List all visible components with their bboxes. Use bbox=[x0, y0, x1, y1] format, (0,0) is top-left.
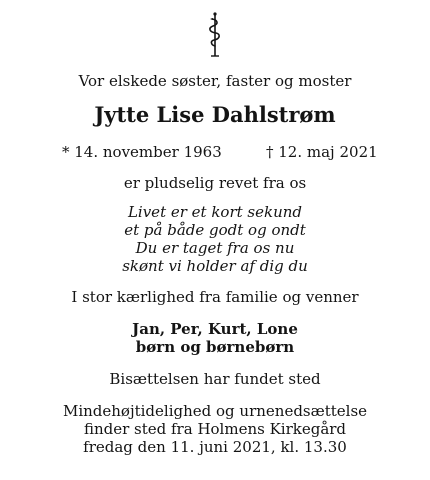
love-text: I stor kærlighed fra familie og venner bbox=[71, 288, 359, 306]
staff-of-asclepius-icon bbox=[204, 10, 226, 58]
family-names: Jan, Per, Kurt, Lone bbox=[132, 320, 298, 338]
passed-text: er pludselig revet fra os bbox=[123, 174, 307, 192]
birth-date: * 14. november 1963 bbox=[62, 143, 222, 161]
memorial-line: finder sted fra Holmens Kirkegård bbox=[83, 420, 347, 438]
funeral-text: Bisættelsen har fundet sted bbox=[109, 370, 321, 388]
intro-text: Vor elskede søster, faster og moster bbox=[78, 72, 352, 90]
deceased-name: Jytte Lise Dahlstrøm bbox=[94, 102, 336, 127]
poem-line: et på både godt og ondt bbox=[124, 221, 306, 239]
death-date: † 12. maj 2021 bbox=[266, 143, 378, 161]
poem-line: Du er taget fra os nu bbox=[135, 239, 295, 257]
memorial-line: Mindehøjtidelighed og urnenedsættelse bbox=[62, 402, 368, 420]
poem-line: Livet er et kort sekund bbox=[127, 203, 303, 221]
memorial-line: fredag den 11. juni 2021, kl. 13.30 bbox=[83, 438, 347, 456]
poem-line: skønt vi holder af dig du bbox=[122, 257, 308, 275]
family-descendants: børn og børnebørn bbox=[135, 338, 295, 356]
